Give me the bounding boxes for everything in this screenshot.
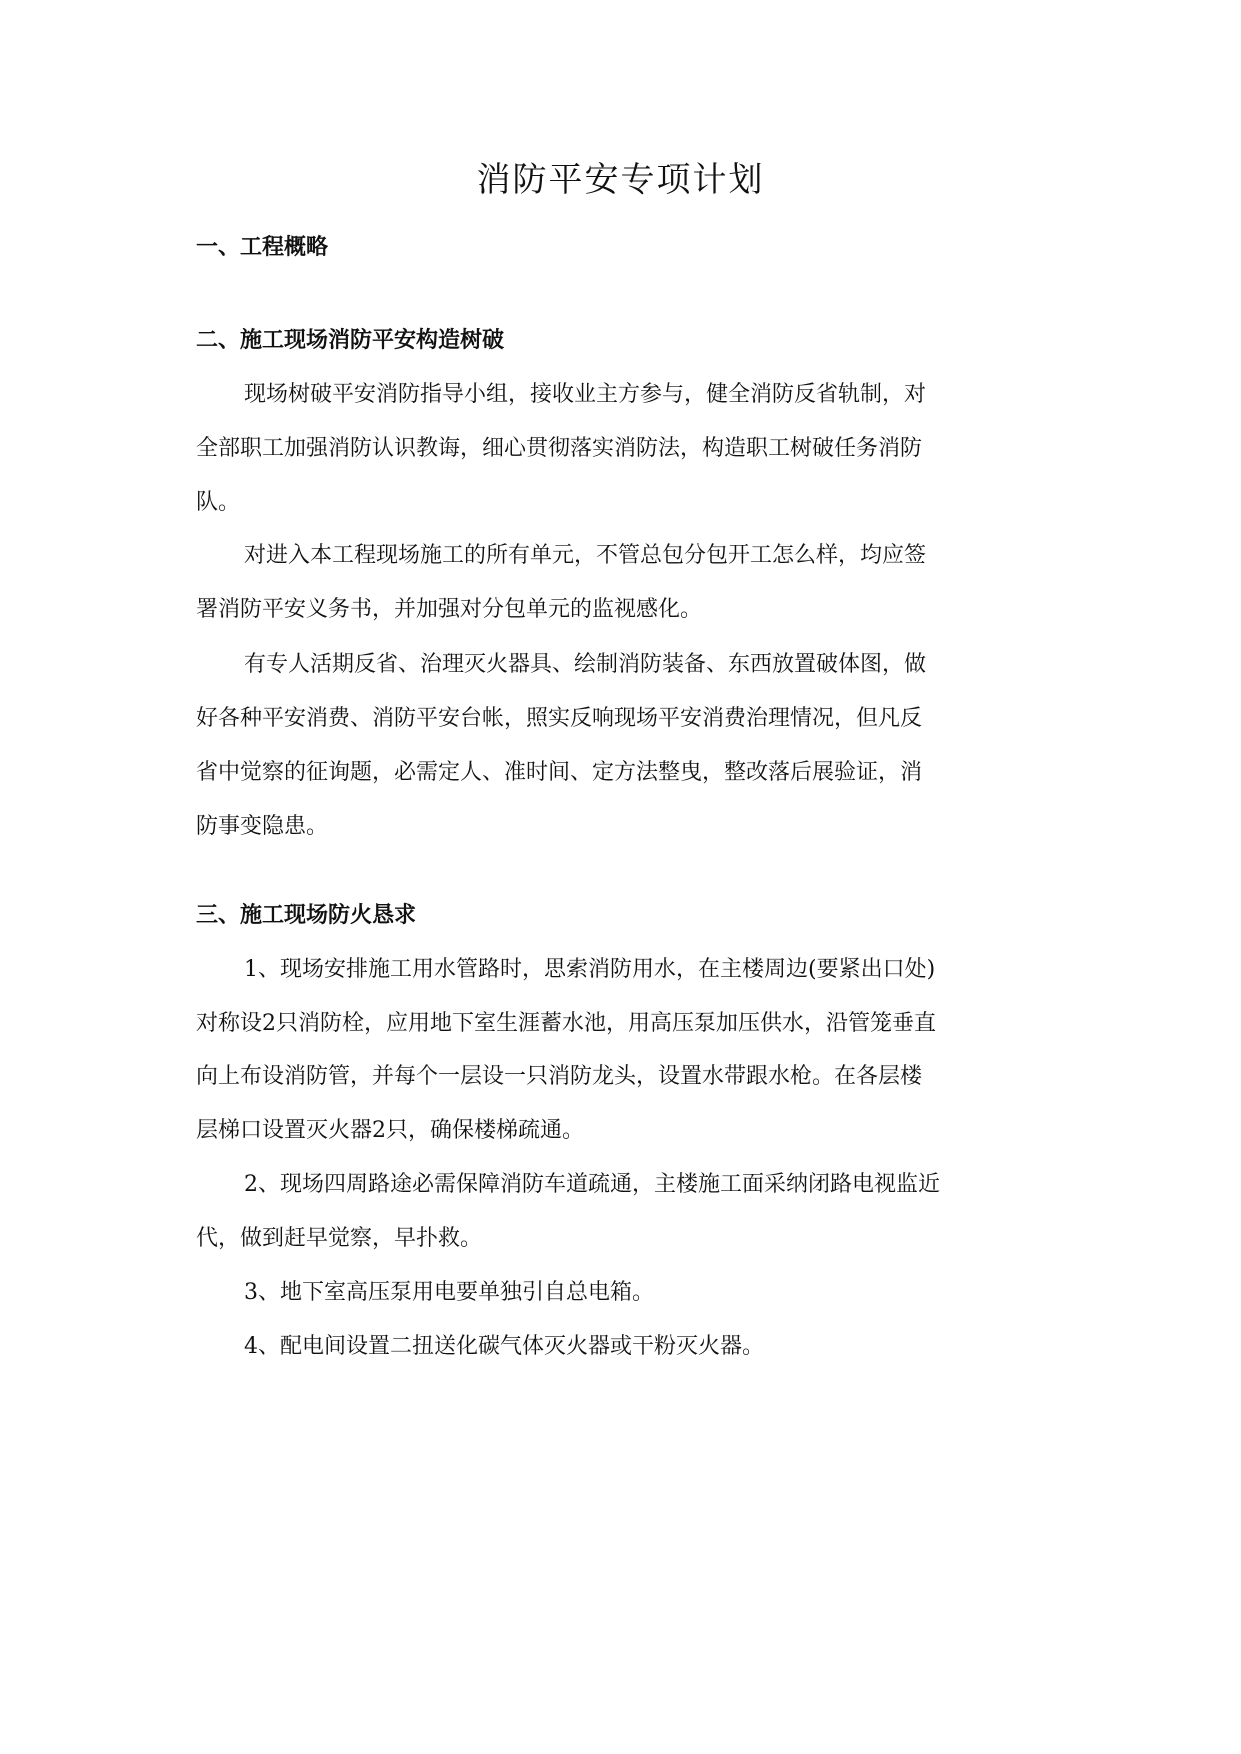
paragraph-line: 好各种平安消费、消防平安台帐，照实反响现场平安消费治理情况，但凡反 xyxy=(196,706,923,731)
paragraph-line: 署消防平安义务书，并加强对分包单元的监视感化。 xyxy=(196,597,703,622)
paragraph-line: 省中觉察的征询题，必需定人、准时间、定方法整曳，整改落后展验证，消 xyxy=(196,760,923,785)
paragraph-line: 代，做到赶早觉察，早扑救。 xyxy=(196,1226,483,1251)
paragraph-line: 2、现场四周路途必需保障消防车道疏通，主楼施工面采纳闭路电视监近 xyxy=(244,1172,940,1197)
section-heading-fire-prevention-requirements: 三、施工现场防火恳求 xyxy=(196,902,417,928)
paragraph-line: 现场树破平安消防指导小组，接收业主方参与，健全消防反省轨制，对 xyxy=(244,382,927,407)
paragraph-line: 对进入本工程现场施工的所有单元，不管总包分包开工怎么样，均应签 xyxy=(244,543,927,568)
document-title: 消防平安专项计划 xyxy=(476,160,765,200)
paragraph-line: 对称设2只消防栓，应用地下室生涯蓄水池，用高压泵加压供水，沿管笼垂直 xyxy=(196,1011,936,1036)
paragraph-line: 1、现场安排施工用水管路时，思索消防用水，在主楼周边(要紧出口处) xyxy=(244,957,936,982)
paragraph-line: 向上布设消防管，并每个一层设一只消防龙头，设置水带跟水枪。在各层楼 xyxy=(196,1064,923,1089)
paragraph-line: 层梯口设置灭火器2只，确保楼梯疏通。 xyxy=(196,1118,584,1143)
section-heading-overview: 一、工程概略 xyxy=(196,234,329,260)
paragraph-line: 有专人活期反省、治理灭火器具、绘制消防装备、东西放置破体图，做 xyxy=(244,652,927,677)
paragraph-line: 防事变隐患。 xyxy=(196,814,329,839)
paragraph-line: 4、配电间设置二扭送化碳气体灭火器或干粉灭火器。 xyxy=(244,1334,764,1359)
paragraph-line: 队。 xyxy=(196,490,241,515)
paragraph-line: 全部职工加强消防认识教诲，细心贯彻落实消防法，构造职工树破任务消防 xyxy=(196,436,923,461)
section-heading-fire-safety-organization: 二、施工现场消防平安构造树破 xyxy=(196,327,505,353)
paragraph-line: 3、地下室高压泵用电要单独引自总电箱。 xyxy=(244,1280,654,1305)
